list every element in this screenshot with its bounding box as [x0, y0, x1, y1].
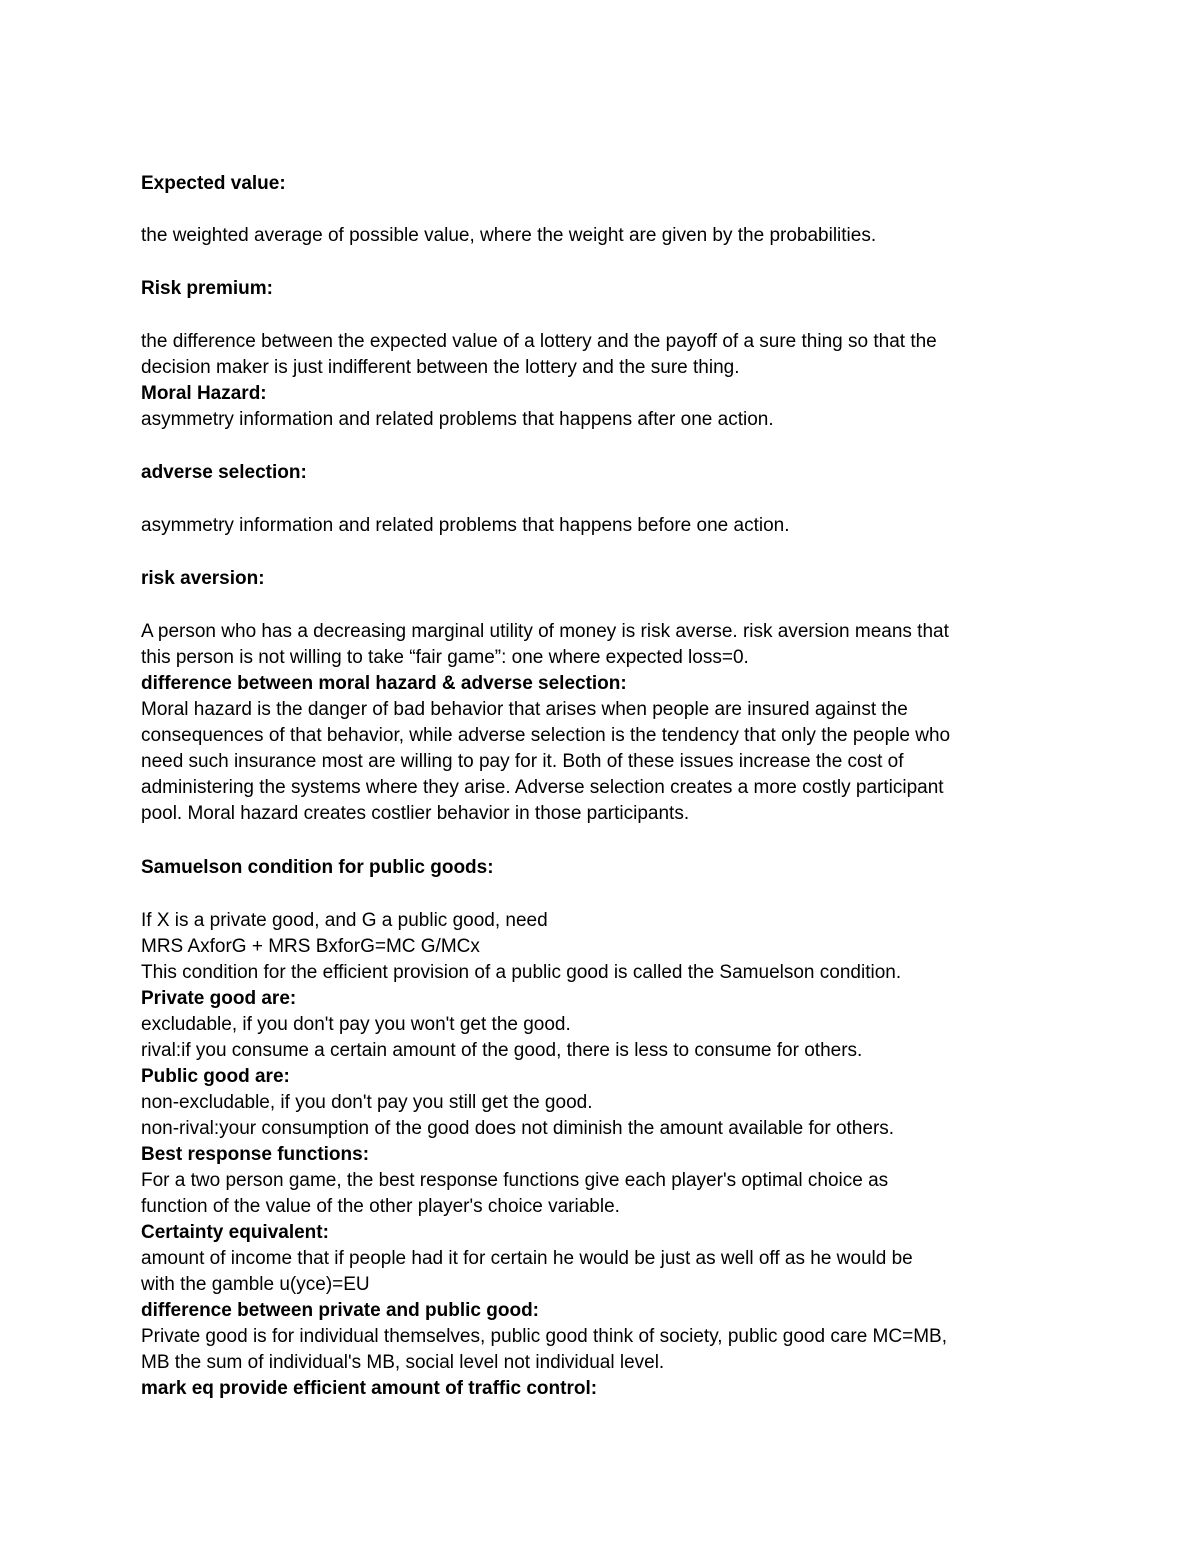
- definition-line: with the gamble u(yce)=EU: [141, 1274, 370, 1295]
- definition-line: A person who has a decreasing marginal utility of money is risk averse. risk aversion means that: [141, 621, 949, 642]
- definition-line: the difference between the expected value of a lottery and the payoff of a sure thing so that the: [141, 331, 937, 352]
- definition-line: this person is not willing to take “fair game”: one where expected loss=0.: [141, 647, 749, 668]
- heading-risk-premium: Risk premium:: [141, 278, 273, 299]
- definition-line: Moral hazard is the danger of bad behavior that arises when people are insured against the: [141, 699, 908, 720]
- definition-line: administering the systems where they arise. Adverse selection creates a more costly participant: [141, 777, 944, 798]
- heading-public-good: Public good are:: [141, 1066, 290, 1087]
- definition-line: For a two person game, the best response functions give each player's optimal choice as: [141, 1170, 889, 1191]
- heading-private-vs-public-good: difference between private and public good:: [141, 1300, 539, 1321]
- heading-best-response-functions: Best response functions:: [141, 1144, 370, 1165]
- heading-traffic-control: mark eq provide efficient amount of traffic control:: [141, 1378, 598, 1399]
- definition-line: excludable, if you don't pay you won't get the good.: [141, 1014, 571, 1035]
- heading-adverse-selection: adverse selection:: [141, 462, 307, 483]
- definition-line: rival:if you consume a certain amount of the good, there is less to consume for others.: [141, 1040, 863, 1061]
- heading-expected-value: Expected value:: [141, 173, 286, 194]
- definition-line: pool. Moral hazard creates costlier behavior in those participants.: [141, 803, 690, 824]
- heading-moral-hazard: Moral Hazard:: [141, 383, 267, 404]
- definition-line: This condition for the efficient provision of a public good is called the Samuelson condition.: [141, 962, 902, 983]
- definition-line: function of the value of the other player's choice variable.: [141, 1196, 620, 1217]
- definition-line: non-rival:your consumption of the good does not diminish the amount available for others.: [141, 1118, 895, 1139]
- definition-line: consequences of that behavior, while adverse selection is the tendency that only the people who: [141, 725, 951, 746]
- definition-line: amount of income that if people had it for certain he would be just as well off as he would be: [141, 1248, 913, 1269]
- heading-risk-aversion: risk aversion:: [141, 568, 265, 589]
- definition-line: asymmetry information and related problems that happens after one action.: [141, 409, 774, 430]
- definition-line: non-excludable, if you don't pay you still get the good.: [141, 1092, 593, 1113]
- definition-line: decision maker is just indifferent between the lottery and the sure thing.: [141, 357, 740, 378]
- definition-line: need such insurance most are willing to pay for it. Both of these issues increase the cost of: [141, 751, 904, 772]
- definition-line: asymmetry information and related problems that happens before one action.: [141, 515, 790, 536]
- definition-line: Private good is for individual themselves, public good think of society, public good care MC=MB,: [141, 1326, 947, 1347]
- heading-moral-hazard-vs-adverse-selection: difference between moral hazard & adverse selection:: [141, 673, 627, 694]
- definition-line: MB the sum of individual's MB, social level not individual level.: [141, 1352, 665, 1373]
- heading-certainty-equivalent: Certainty equivalent:: [141, 1222, 329, 1243]
- definition-line: the weighted average of possible value, where the weight are given by the probabilities.: [141, 225, 877, 246]
- heading-private-good: Private good are:: [141, 988, 297, 1009]
- definition-line: If X is a private good, and G a public good, need: [141, 910, 548, 931]
- heading-samuelson-condition: Samuelson condition for public goods:: [141, 857, 494, 878]
- formula-line: MRS AxforG + MRS BxforG=MC G/MCx: [141, 936, 480, 957]
